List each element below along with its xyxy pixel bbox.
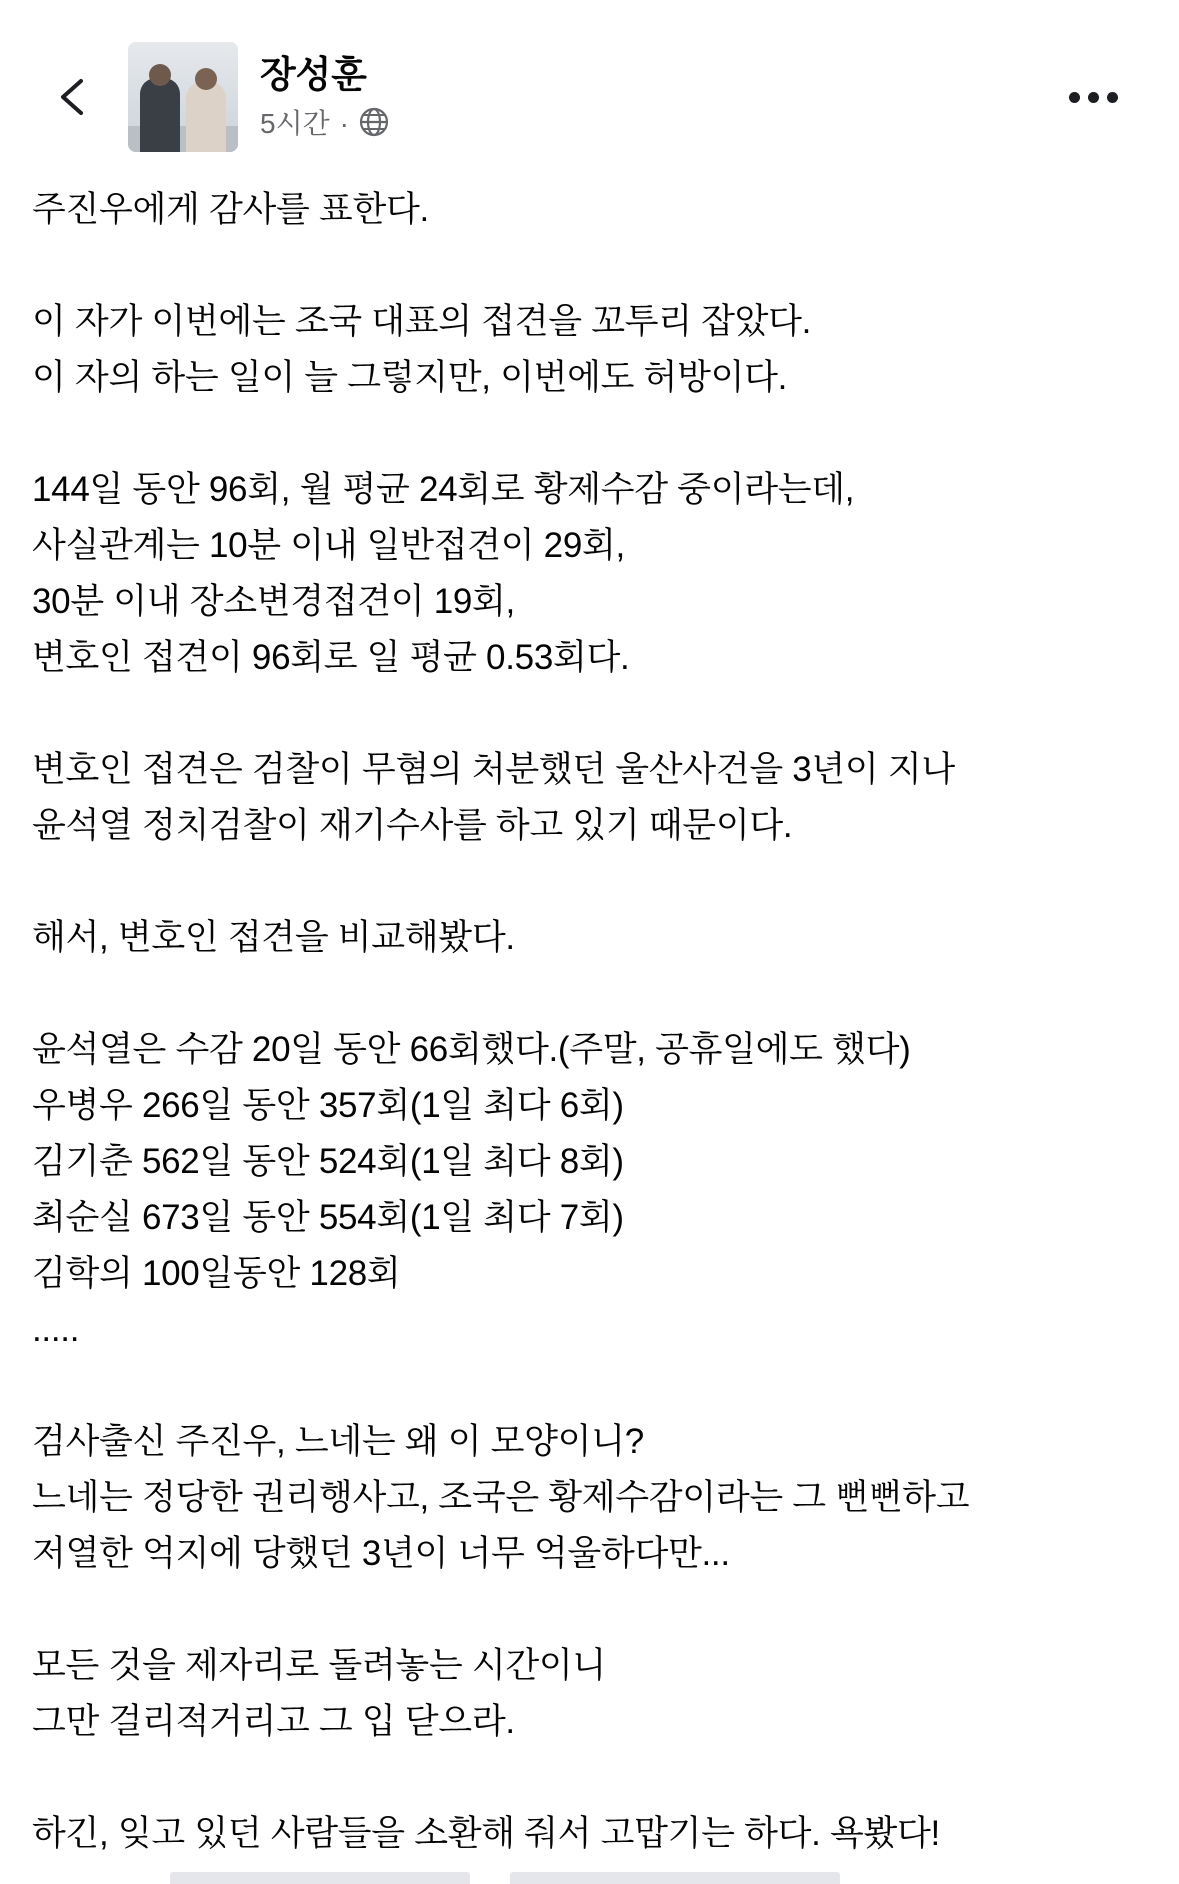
author-name[interactable]: 장성훈 bbox=[260, 54, 367, 96]
post-meta bbox=[260, 107, 1053, 142]
bottom-cutoff-strip bbox=[0, 1868, 1179, 1884]
post-timestamp[interactable]: 5시간 bbox=[260, 108, 330, 140]
bottom-placeholder-left bbox=[170, 1872, 470, 1884]
avatar[interactable] bbox=[128, 42, 238, 152]
more-options-icon-dot2 bbox=[1088, 92, 1099, 103]
post-header bbox=[0, 0, 1179, 168]
more-options-icon bbox=[1069, 92, 1080, 103]
meta-separator: · bbox=[339, 108, 349, 140]
more-options-icon-dot3 bbox=[1107, 92, 1118, 103]
chevron-left-icon bbox=[53, 75, 97, 119]
more-options-button[interactable] bbox=[1053, 57, 1133, 137]
globe-icon[interactable] bbox=[359, 107, 389, 142]
avatar-person-left-head bbox=[149, 64, 171, 86]
post-text: 주진우에게 감사를 표한다. 이 자가 이번에는 조국 대표의 접견을 꼬투리 잡았다. 이 자의 하는 일이 늘 그렇지만, 이번에도 허방이다. 144일 동안 96회, 월 평균 24회로 황제수감 중이라는데, 사실관계는 10분 이내 일반접견이 29회, 30분 이내 장소변경접견이 19회, 변호인 접견이 96회로 일 평균 0.53회다. 변호인 접견은 검찰이 무혐의 처분했던 울산사건을 3년이 지나 윤석열 정치검찰이 재기수사를 하고 있기 때문이다. 해서, 변호인 접견을 비교해봤다. 윤석열은 수감 20일 동안 66회했다.(주말, 공휴일에도 했다) 우병우 266일 동안 357회(1일 최다 6회) 김기춘 562일 동안 524회(1일 최다 8회) 최순실 673일 동안 554회(1일 최다 7회) 김학의 100일동안 128회 ..... 검사출신 주진우, 느네는 왜 이 모양이니? 느네는 정당한 권리행사고, 조국은 황제수감이라는 그 뻔뻔하고 저열한 억지에 당했던 3년이 너무 억울하다만... 모든 것을 제자리로 돌려놓는 시간이니 그만 걸리적거리고 그 입 닫으라. 하긴, 잊고 있던 사람들을 소환해 줘서 고맙기는 하다. 욕봤다! bbox=[32, 190, 970, 1853]
avatar-person-left bbox=[140, 78, 180, 152]
avatar-person-right-head bbox=[195, 68, 217, 90]
avatar-person-right bbox=[186, 82, 226, 152]
bottom-placeholder-right bbox=[510, 1872, 840, 1884]
header-text bbox=[260, 52, 1053, 141]
back-button[interactable] bbox=[40, 62, 110, 132]
